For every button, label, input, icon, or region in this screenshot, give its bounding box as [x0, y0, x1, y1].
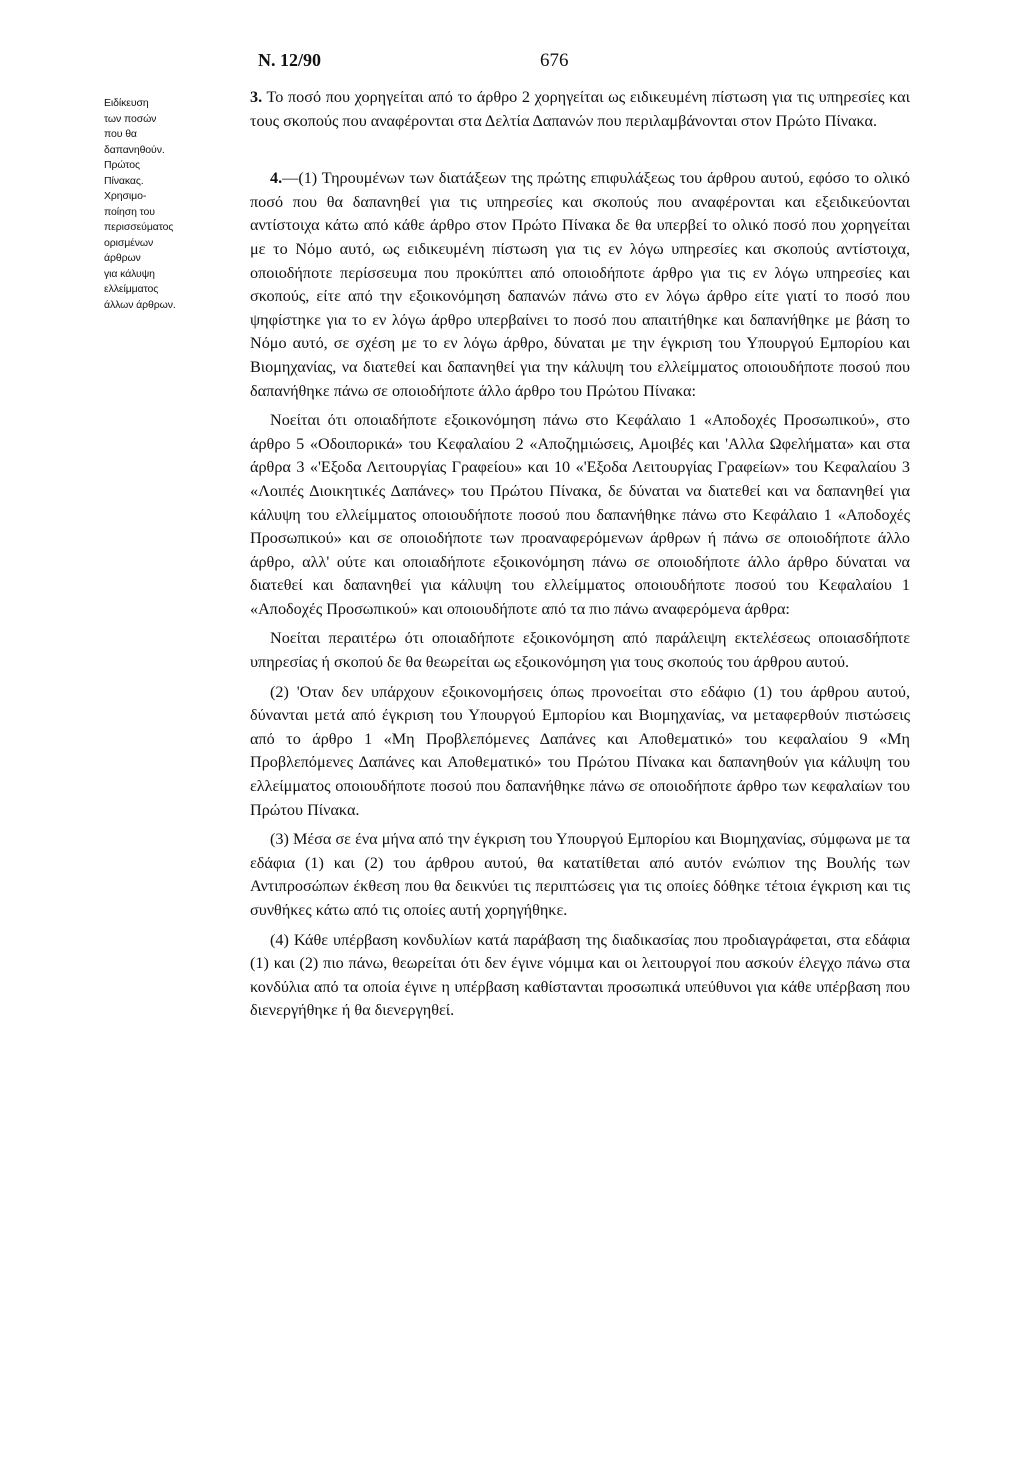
margin-line: που θα	[104, 128, 137, 140]
article-4-subsection-4: (4) Κάθε υπέρβαση κονδυλίων κατά παράβαση της διαδικασίας που προδιαγράφεται, στα εδάφια (1) και (2) πιο πάνω, θεωρείται ότι δεν έγινε νόμιμα και οι λειτουργοί που ασκούν έλεγχο πάνω στα κονδύλια από τα οποία έγινε η υπέρβαση καθίστανται προσωπικά υπεύθυνοι για κάθε υπέρβαση που διενεργήθηκε ή θα διενεργηθεί.	[250, 930, 910, 1020]
margin-note-article-3	[104, 96, 232, 189]
margin-line: Πρώτος	[104, 159, 140, 171]
article-3-number: 3.	[250, 88, 263, 106]
margin-line: περισσεύματος	[104, 221, 174, 233]
margin-line: Χρησιμο-	[104, 190, 147, 202]
article-4-subsection-3: (3) Μέσα σε ένα μήνα από την έγκριση του Υπουργού Εμπορίου και Βιομηχανίας, σύμφωνα με τα εδάφια (1) και (2) του άρθρου αυτού, θα κατατίθεται από αυτόν ενώπιον της Βουλής των Αντιπροσώπων έκθεση που θα δεικνύει τις περιπτώσεις για τις οποίες δόθηκε τέτοια έγκριση και τις συνθήκες κάτω από τις οποίες αυτή χορηγήθηκε.	[250, 830, 910, 919]
margin-line: δαπανηθούν.	[104, 143, 165, 156]
margin-notes	[104, 96, 232, 313]
article-4-second-proviso: Νοείται περαιτέρω ότι οποιαδήποτε εξοικονόμηση από παράλειψη εκτελέσεως οποιασδήποτε υπηρεσίας ή σκοπού δε θα θεωρείται ως εξοικονόμηση για τους σκοπούς του άρθρου αυτού.	[250, 629, 910, 672]
article-4-paragraph-1	[250, 167, 910, 403]
article-4-first-proviso: Νοείται ότι οποιαδήποτε εξοικονόμηση πάνω στο Κεφάλαιο 1 «Αποδοχές Προσωπικού», στο άρθρο 5 «Οδοιπορικά» του Κεφαλαίου 2 «Αποζημιώσεις, Αμοιβές και 'Αλλα Ωφελήματα» και στα άρθρα 3 «'Εξοδα Λειτουργίας Γραφείου» και 10 «'Εξοδα Λειτουργίας Γραφείων» του Κεφαλαίου 3 «Λοιπές Διοικητικές Δαπάνες» του Πρώτου Πίνακα, δε δύναται να διατεθεί και να δαπανηθεί για κάλυψη του ελλείμματος οποιουδήποτε ποσού που δαπανήθηκε πάνω στο Κεφάλαιο 1 «Αποδοχές Προσωπικού» και σε οποιοδήποτε των προαναφερόμενων άρθρων ή πάνω σε οποιοδήποτε άλλο άρθρο, αλλ' ούτε και οποιαδήποτε εξοικονόμηση πάνω σε οποιοδήποτε άλλο άρθρο δύναται να διατεθεί και δαπανηθεί για κάλυψη του ελλείμματος οποιουδήποτε ποσού του Κεφαλαίου 1 «Αποδοχές Προσωπικού» και οποιουδήποτε από τα πιο πάνω αναφερόμενα άρθρα:	[250, 411, 910, 618]
margin-line: άλλων άρθρων.	[104, 298, 176, 311]
margin-line: Ειδίκευση	[104, 97, 149, 109]
margin-line: άρθρων	[104, 252, 141, 264]
article-3	[250, 86, 910, 133]
margin-line: ορισμένων	[104, 236, 154, 249]
article-3-text: Το ποσό που χορηγείται από το άρθρο 2 χορηγείται ως ειδικευμένη πίστωση για τις υπηρεσίες και τους σκοπούς που αναφέρονται στα Δελτία Δαπανών που περιλαμβάνονται στον Πρώτο Πίνακα.	[250, 88, 910, 130]
margin-line: ελλείμματος	[104, 283, 159, 295]
margin-line: ποίηση του	[104, 205, 155, 218]
page-header	[0, 50, 1024, 78]
document-body	[250, 86, 910, 1023]
law-number: Ν. 12/90	[258, 50, 321, 70]
page-number: 676	[540, 50, 569, 71]
margin-line: των ποσών	[104, 112, 157, 125]
margin-line: για κάλυψη	[104, 267, 155, 280]
margin-note-article-4	[104, 189, 232, 313]
article-4-number: 4.	[270, 169, 283, 188]
margin-line: Πίνακας.	[104, 174, 144, 187]
article-4-subsection-1-text: —(1) Τηρουμένων των διατάξεων της πρώτης επιφυλάξεως του άρθρου αυτού, εφόσο το ολικό ποσό που θα δαπανηθεί για τις υπηρεσίες και σκοπούς που αναφέρονται και εξειδικεύονται αντίστοιχα κάτω από κάθε άρθρο στον Πρώτο Πίνακα δε θα υπερβεί το ολικό ποσό που χορηγείται με το Νόμο αυτό, ως ειδικευμένη πίστωση για τις εν λόγω υπηρεσίες και σκοπούς αντίστοιχα, οποιοδήποτε περίσσευμα που προκύπτει από οποιοδήποτε άρθρο για τις εν λόγω υπηρεσίες και σκοπούς, είτε από την εξοικονόμηση δαπανών πάνω στο εν λόγω άρθρο είτε γιατί το ποσό που ψηφίστηκε για το εν λόγω άρθρο υπερβαίνει το ποσό που απαιτήθηκε και δαπανήθηκε με βάση το Νόμο αυτό, σε σχέση με το εν λόγω άρθρο, δύναται με την έγκριση του Υπουργού Εμπορίου και Βιομηχανίας, να διατεθεί και δαπανηθεί για την κάλυψη του ελλείμματος οποιουδήποτε ποσού που δαπανήθηκε πάνω σε οποιοδήποτε άλλο άρθρο του Πρώτου Πίνακα:	[250, 169, 910, 400]
article-4-subsection-2: (2) 'Οταν δεν υπάρχουν εξοικονομήσεις όπως προνοείται στο εδάφιο (1) του άρθρου αυτού, δύνανται μετά από έγκριση του Υπουργού Εμπορίου και Βιομηχανίας, να μεταφερθούν πιστώσεις από το άρθρο 1 «Μη Προβλεπόμενες Δαπάνες και Αποθεματικό» του κεφαλαίου 9 «Μη Προβλεπόμενες Δαπάνες και Αποθεματικό» του Πρώτου Πίνακα και δαπανηθούν για κάλυψη του ελλείμματος οποιουδήποτε ποσού που δαπανήθηκε πάνω σε οποιοδήποτε άρθρο των κεφαλαίων του Πρώτου Πίνακα.	[250, 682, 910, 819]
